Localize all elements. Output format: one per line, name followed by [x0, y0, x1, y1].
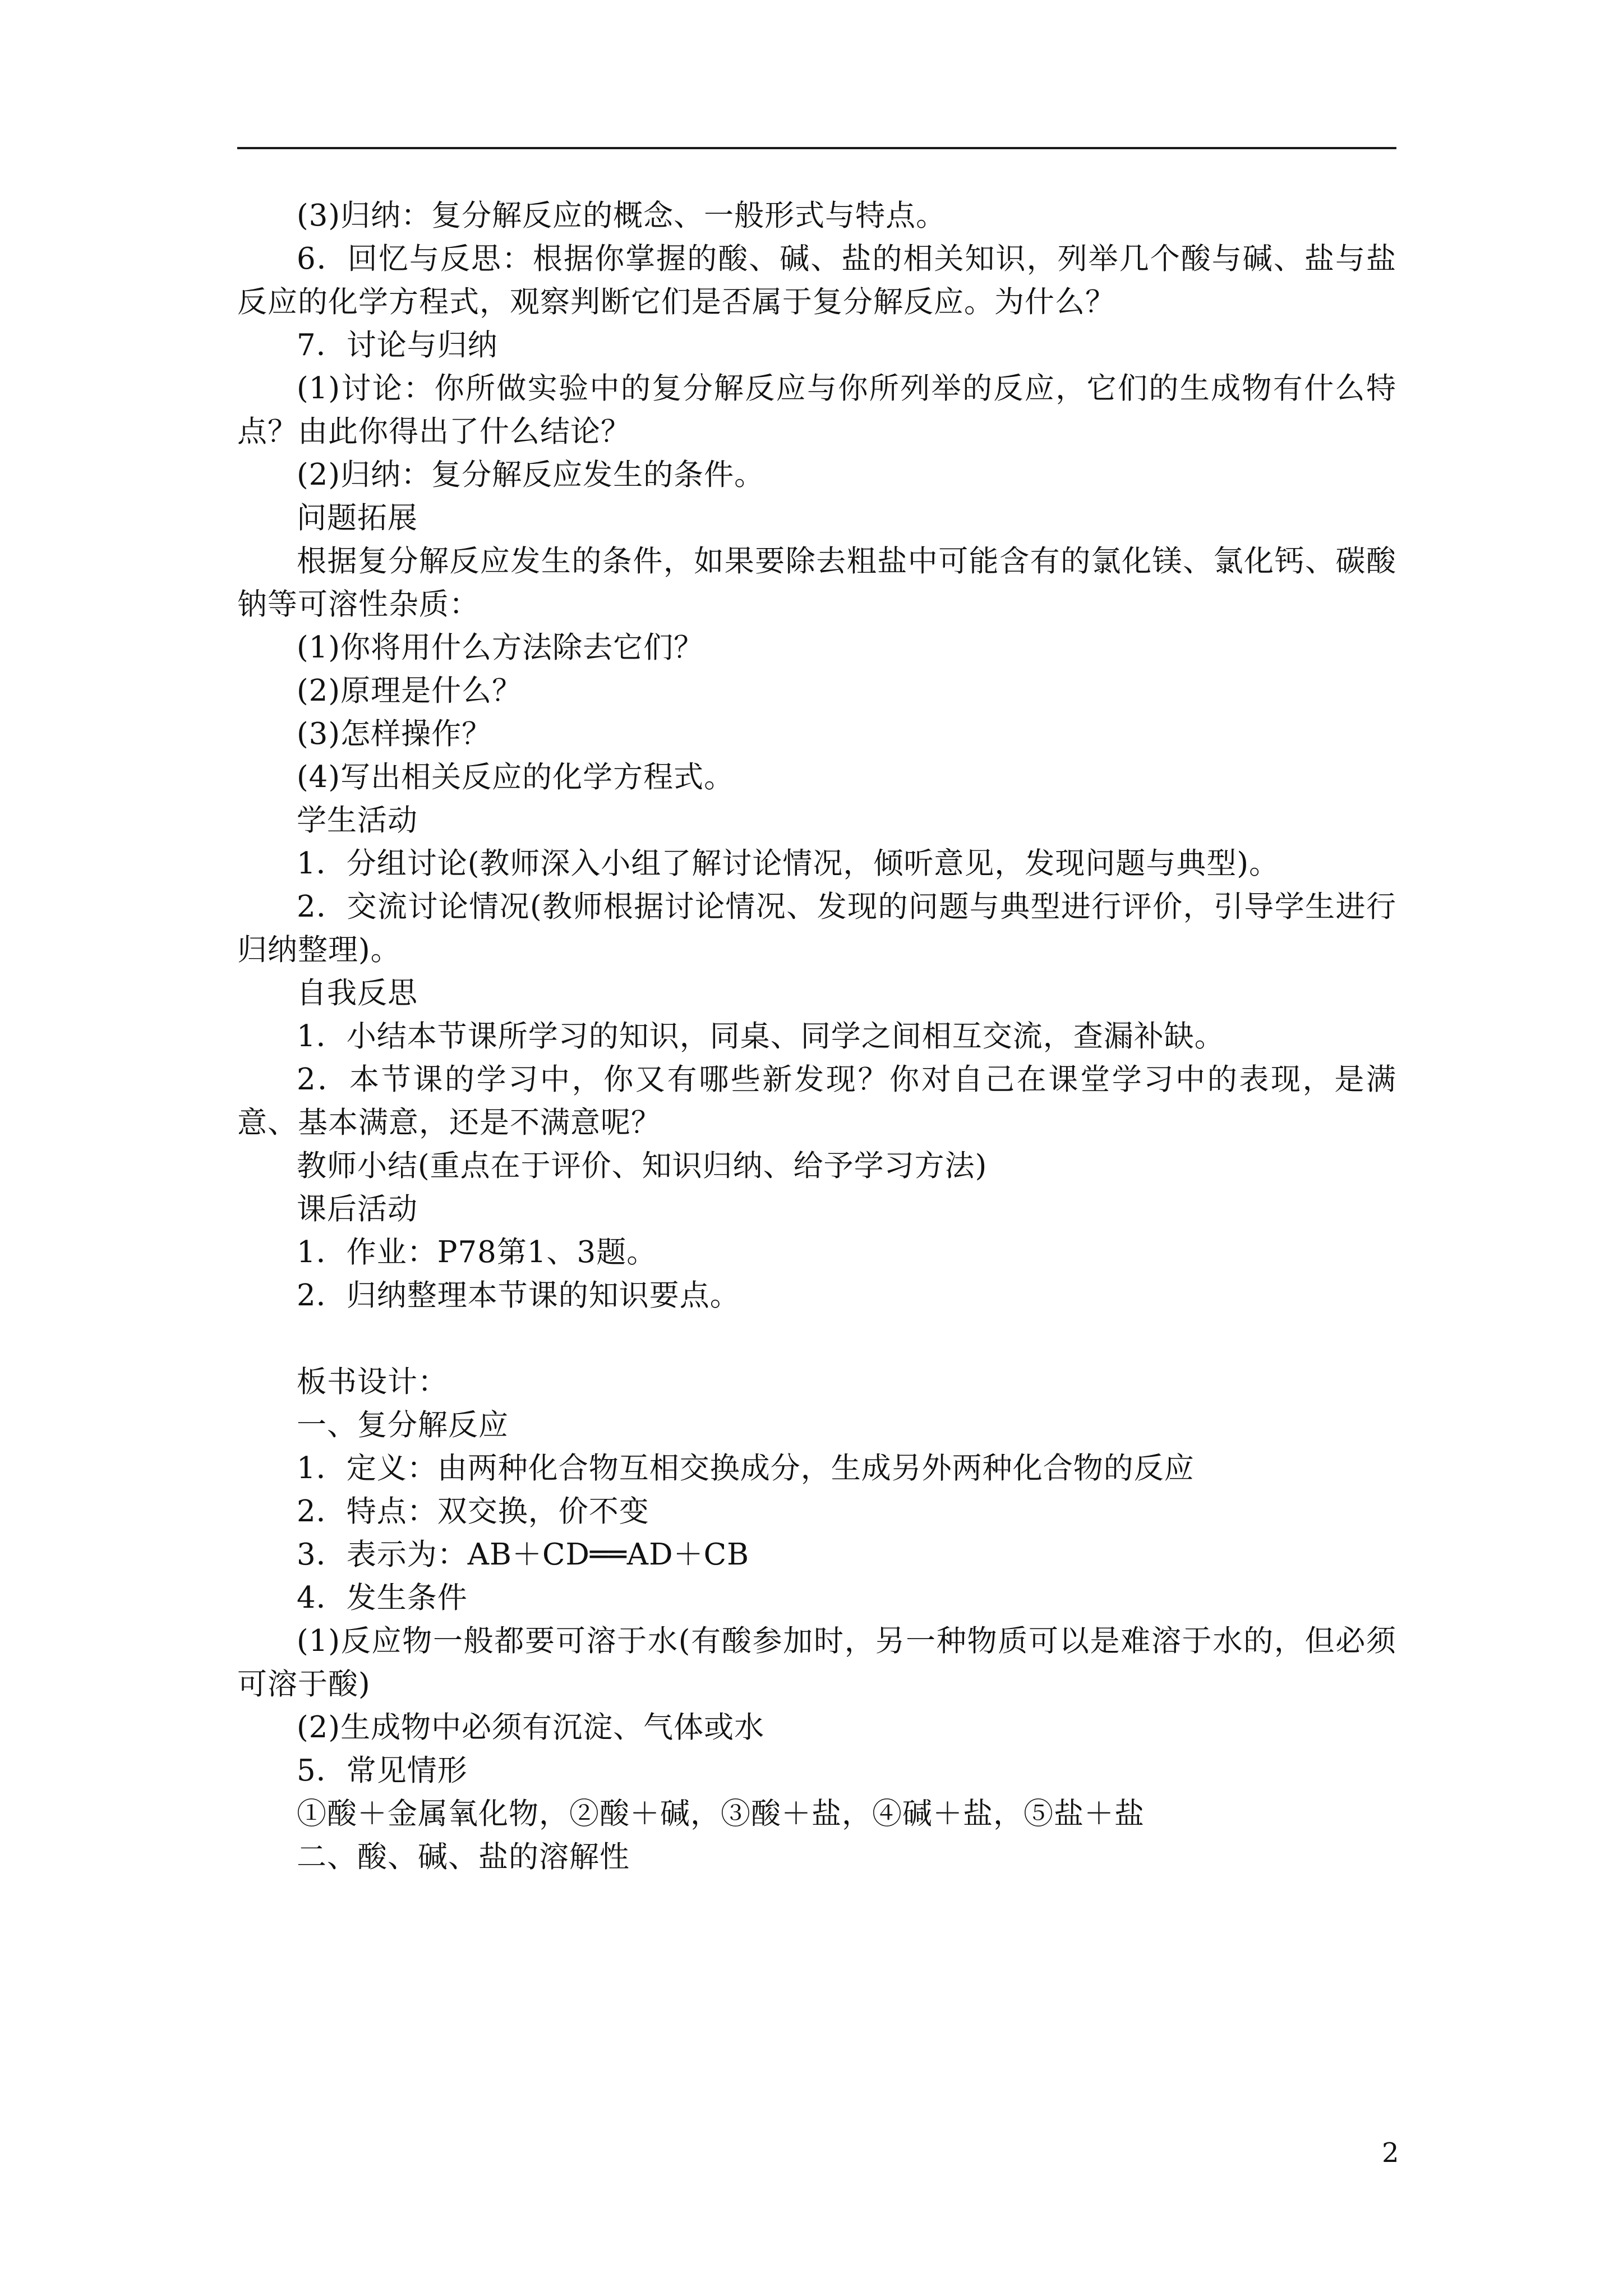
- list-item: 4．发生条件: [297, 1581, 468, 1615]
- section-heading: 问题拓展: [297, 501, 418, 535]
- document-body: [237, 194, 1396, 1879]
- page-number: 2: [1382, 2137, 1399, 2169]
- list-item: 2．本节课的学习中，你又有哪些新发现？你对自己在课堂学习中的表现，是满意、基本满意，还是不满意呢？: [237, 1062, 1396, 1140]
- paragraph: (1)讨论：你所做实验中的复分解反应与你所列举的反应，它们的生成物有什么特点？由此你得出了什么结论？: [237, 371, 1396, 449]
- paragraph: (2)归纳：复分解反应发生的条件。: [297, 458, 765, 492]
- list-item: 3．表示为：AB＋CD══AD＋CB: [297, 1538, 750, 1572]
- section-heading: 板书设计：: [297, 1365, 448, 1399]
- list-item: 1．分组讨论(教师深入小组了解讨论情况，倾听意见，发现问题与典型)。: [297, 846, 1280, 881]
- list-item: 1．小结本节课所学习的知识，同桌、同学之间相互交流，查漏补缺。: [297, 1019, 1225, 1053]
- list-item: (4)写出相关反应的化学方程式。: [297, 760, 735, 794]
- list-item: (1)反应物一般都要可溶于水(有酸参加时，另一种物质可以是难溶于水的，但必须可溶于酸): [237, 1624, 1396, 1701]
- section-heading: 自我反思: [297, 976, 418, 1010]
- paragraph: (3)归纳：复分解反应的概念、一般形式与特点。: [297, 199, 947, 233]
- paragraph: 根据复分解反应发生的条件，如果要除去粗盐中可能含有的氯化镁、氯化钙、碳酸钠等可溶性杂质：: [237, 544, 1396, 622]
- section-heading: 一、复分解反应: [297, 1408, 509, 1442]
- list-item: (3)怎样操作？: [297, 717, 492, 751]
- paragraph: 教师小结(重点在于评价、知识归纳、给予学习方法): [297, 1149, 988, 1183]
- list-item: 2．交流讨论情况(教师根据讨论情况、发现的问题与典型进行评价，引导学生进行归纳整理)。: [237, 890, 1396, 967]
- header-rule: [237, 147, 1396, 149]
- section-heading: 二、酸、碱、盐的溶解性: [297, 1840, 630, 1874]
- paragraph: 6．回忆与反思：根据你掌握的酸、碱、盐的相关知识，列举几个酸与碱、盐与盐反应的化学方程式，观察判断它们是否属于复分解反应。为什么？: [237, 242, 1396, 319]
- list-item: 5．常见情形: [297, 1754, 468, 1788]
- list-item: 2．特点：双交换，价不变: [297, 1494, 649, 1529]
- list-item: (2)生成物中必须有沉淀、气体或水: [297, 1710, 765, 1745]
- list-item: 1．作业：P78第1、3题。: [297, 1235, 657, 1269]
- list-item: (2)原理是什么？: [297, 674, 523, 708]
- section-heading: 学生活动: [297, 803, 418, 838]
- section-heading: 课后活动: [297, 1192, 418, 1226]
- list-item: ①酸＋金属氧化物，②酸＋碱，③酸＋盐，④碱＋盐，⑤盐＋盐: [297, 1797, 1145, 1831]
- paragraph: 7．讨论与归纳: [297, 328, 498, 362]
- list-item: (1)你将用什么方法除去它们？: [297, 631, 704, 665]
- list-item: 1．定义：由两种化合物互相交换成分，生成另外两种化合物的反应: [297, 1451, 1195, 1485]
- list-item: 2．归纳整理本节课的知识要点。: [297, 1278, 740, 1313]
